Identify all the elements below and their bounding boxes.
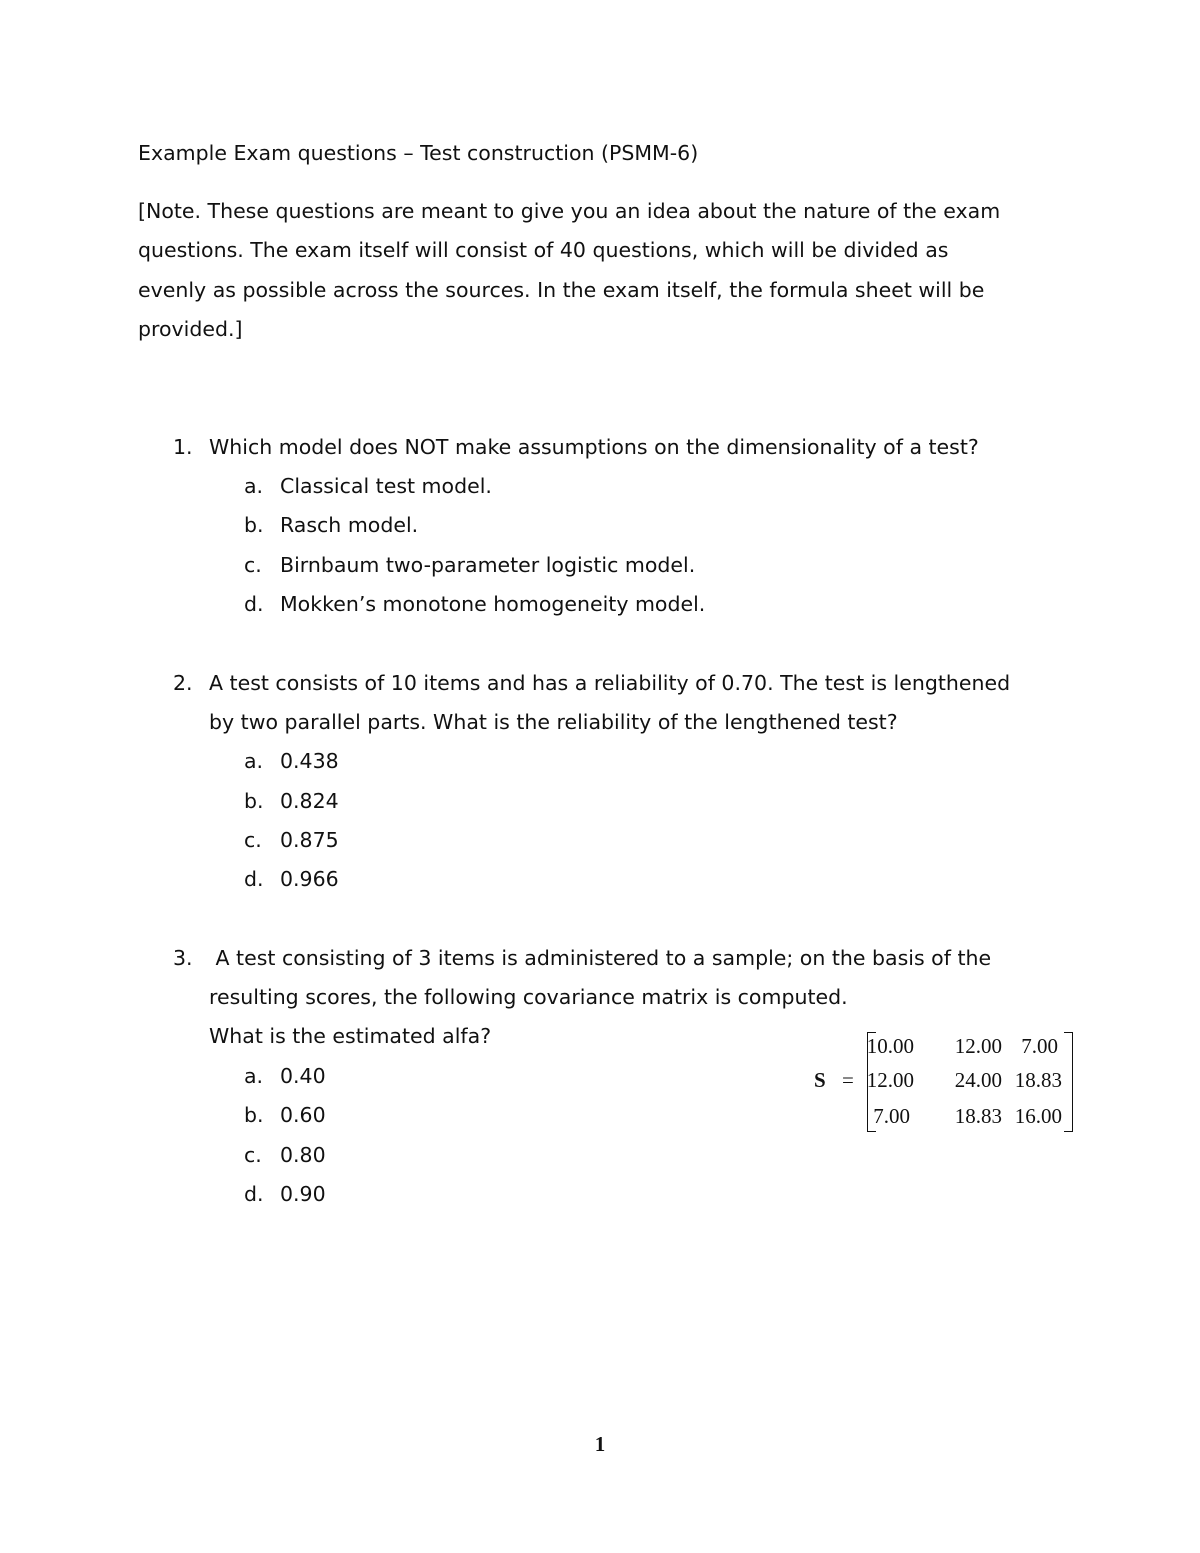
option-item [244, 867, 339, 891]
option-text: 0.824 [280, 789, 339, 813]
option-label: b. [244, 513, 264, 537]
matrix-cell: 10.00 [866, 1034, 914, 1058]
option-label: d. [244, 1182, 264, 1206]
option-label: d. [244, 867, 264, 891]
option-label: d. [244, 592, 264, 616]
option-item [244, 1103, 326, 1127]
option-text: 0.90 [280, 1182, 326, 1206]
matrix-cell: 18.83 [954, 1104, 1002, 1128]
option-text: Rasch model. [280, 513, 419, 537]
note-line: questions. The exam itself will consist of 40 questions, which will be divided as [138, 238, 949, 262]
option-label: a. [244, 474, 264, 498]
matrix-cell: 7.00 [1021, 1034, 1058, 1058]
option-label: c. [244, 553, 262, 577]
covariance-matrix [814, 1030, 1076, 1134]
option-item [244, 828, 339, 852]
option-item [244, 513, 418, 537]
option-label: b. [244, 1103, 264, 1127]
option-label: a. [244, 749, 264, 773]
option-item [244, 789, 339, 813]
note-line: [Note. These questions are meant to give you an idea about the nature of the exam [138, 199, 1001, 223]
question-text: resulting scores, the following covariance matrix is computed. [209, 985, 848, 1009]
option-item [244, 553, 695, 577]
option-text: 0.40 [280, 1064, 326, 1088]
option-text: Classical test model. [280, 474, 492, 498]
question-text: Which model does NOT make assumptions on the dimensionality of a test? [209, 435, 979, 459]
option-text: 0.60 [280, 1103, 326, 1127]
question-text: What is the estimated alfa? [209, 1024, 492, 1048]
option-item [244, 592, 705, 616]
question-text: A test consists of 10 items and has a reliability of 0.70. The test is lengthened [209, 671, 1011, 695]
option-text: Birnbaum two-parameter logistic model. [280, 553, 696, 577]
option-text: 0.80 [280, 1143, 326, 1167]
question-text: A test consisting of 3 items is administered to a sample; on the basis of the [209, 946, 992, 970]
question-number: 2. [173, 671, 193, 695]
option-label: a. [244, 1064, 264, 1088]
matrix-label: S [814, 1068, 826, 1092]
matrix-cell: 12.00 [954, 1034, 1002, 1058]
matrix-cell: 7.00 [873, 1104, 910, 1128]
page-number: 1 [594, 1432, 606, 1456]
question-number: 1. [173, 435, 193, 459]
option-label: b. [244, 789, 264, 813]
matrix-equals-sign: = [842, 1068, 854, 1092]
matrix-cell: 16.00 [1014, 1104, 1062, 1128]
option-text: Mokken’s monotone homogeneity model. [280, 592, 706, 616]
matrix-cell: 24.00 [954, 1068, 1002, 1092]
note-line: evenly as possible across the sources. In the exam itself, the formula sheet will be [138, 278, 985, 302]
option-text: 0.875 [280, 828, 339, 852]
option-label: c. [244, 1143, 262, 1167]
option-text: 0.438 [280, 749, 339, 773]
document-title: Example Exam questions – Test construction (PSMM-6) [138, 141, 699, 165]
option-text: 0.966 [280, 867, 339, 891]
option-item [244, 474, 492, 498]
option-item [244, 1143, 326, 1167]
question-number: 3. [173, 946, 193, 970]
option-item [244, 1182, 326, 1206]
note-line: provided.] [138, 317, 243, 341]
option-label: c. [244, 828, 262, 852]
option-item [244, 749, 339, 773]
matrix-cell: 12.00 [866, 1068, 914, 1092]
option-item [244, 1064, 326, 1088]
question-text: by two parallel parts. What is the reliability of the lengthened test? [209, 710, 898, 734]
right-bracket [1064, 1032, 1073, 1132]
matrix-cell: 18.83 [1014, 1068, 1062, 1092]
